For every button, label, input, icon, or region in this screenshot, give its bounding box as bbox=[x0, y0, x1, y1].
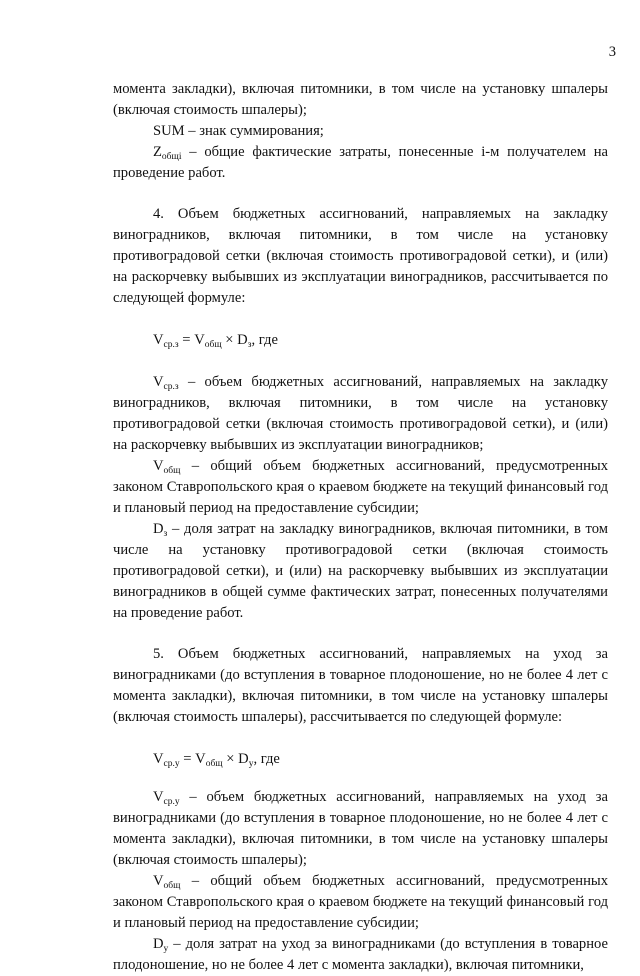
symbol: D bbox=[153, 521, 164, 537]
paragraph-du-definition bbox=[113, 934, 608, 976]
definition-text: – объем бюджетных ассигнований, направляемых на уход за виноградниками (до вступления в товарное плодоношение, но не более 4 лет с момента закладки), включая питомники, в том числе на установку шпалеры (включая стоимость шпалеры); bbox=[113, 789, 608, 868]
paragraph-z-definition bbox=[113, 142, 608, 184]
paragraph-item-5: 5. Объем бюджетных ассигнований, направляемых на уход за виноградниками (до вступления в товарное плодоношение, но не более 4 лет с момента закладки), включая питомники, в том числе на установку шпалеры (включая стоимость шпалеры), рассчитывается по следующей формуле: bbox=[113, 646, 608, 725]
symbol: V bbox=[153, 873, 164, 889]
paragraph-vsru-definition bbox=[113, 787, 608, 871]
definition-text: – общий объем бюджетных ассигнований, предусмотренных законом Ставропольского края о краевом бюджете на текущий финансовый год и плановый период на предоставление субсидии; bbox=[113, 873, 608, 931]
symbol: V bbox=[153, 789, 164, 805]
symbol: D bbox=[153, 936, 164, 952]
paragraph-vobsh-definition-2 bbox=[113, 871, 608, 934]
symbol-subscript: з bbox=[163, 529, 168, 539]
paragraph-continuation: момента закладки), включая питомники, в том числе на установку шпалеры (включая стоимость шпалеры); bbox=[113, 81, 608, 118]
definition-text: – доля затрат на закладку виноградников, включая питомники, в том числе на установку противоградовой сетки (включая стоимость противоградовой сетки), и (или) на раскорчевку выбывших из эксплуатации виноградников в общей сумме фактических затрат, понесенных получателями на проведение работ. bbox=[113, 521, 608, 621]
paragraph-item-4: 4. Объем бюджетных ассигнований, направляемых на закладку виноградников, включая питомники, в том числе на установку противоградовой сетки (включая стоимость противоградовой сетки), и (или) на раскорчевку выбывших из эксплуатации виноградников, рассчитывается по следующей формуле: bbox=[113, 206, 608, 306]
symbol-subscript: общi bbox=[161, 152, 182, 162]
page-number: 3 bbox=[608, 44, 616, 60]
formula-2: $V_{ср.у} = V_{общ} \times D_у$, где bbox=[153, 751, 280, 769]
paragraph-vobsh-definition bbox=[113, 456, 608, 519]
definition-text: – доля затрат на уход за виноградниками (до вступления в товарное плодоношение, но не более 4 лет с момента закладки), включая питомники, bbox=[113, 936, 608, 973]
paragraph-sum-definition: SUM – знак суммирования; bbox=[153, 123, 324, 139]
paragraph-dz-definition bbox=[113, 519, 608, 624]
symbol-subscript: у bbox=[163, 944, 169, 954]
definition-text: – общий объем бюджетных ассигнований, предусмотренных законом Ставропольского края о краевом бюджете на текущий финансовый год и плановый период на предоставление субсидии; bbox=[113, 458, 608, 516]
symbol-subscript: ср.у bbox=[163, 797, 180, 807]
symbol: V bbox=[153, 458, 164, 474]
symbol: Z bbox=[153, 144, 162, 160]
document-body bbox=[113, 79, 608, 976]
definition-text: – общие фактические затраты, понесенные i-м получателем на проведение работ. bbox=[113, 144, 608, 181]
formula-1: $V_{ср.з} = V_{общ} \times D_з$, где bbox=[153, 332, 278, 350]
symbol: V bbox=[153, 374, 164, 390]
paragraph-vsrz-definition bbox=[113, 372, 608, 456]
symbol-subscript: общ bbox=[163, 466, 181, 476]
definition-text: – объем бюджетных ассигнований, направляемых на закладку виноградников, включая питомники, в том числе на установку противоградовой сетки (включая стоимость противоградовой сетки), и (или) на раскорчевку выбывших из эксплуатации виноградников; bbox=[113, 374, 608, 453]
symbol-subscript: общ bbox=[163, 881, 181, 891]
symbol-subscript: ср.з bbox=[163, 382, 179, 392]
